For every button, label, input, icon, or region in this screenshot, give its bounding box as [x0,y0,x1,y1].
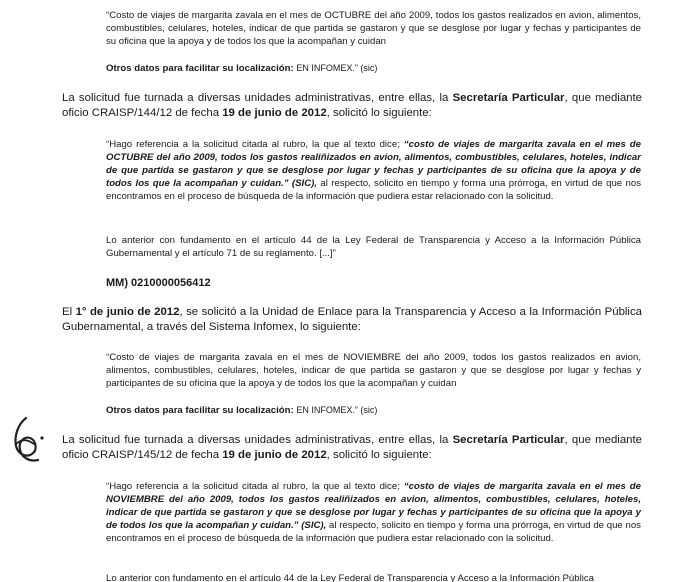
legal-basis-quote-october: Lo anterior con fundamento en el artículo 44 de la Ley Federal de Transparencia y Acceso a la Información Pública Gubernamental y el artículo 71 de su reglamento. [...]” [106,235,641,259]
paragraph-request-november [62,305,642,335]
text-run: La solicitud fue turnada a diversas unidades administrativas, entre ellas, la [62,434,453,446]
text-run: La solicitud fue turnada a diversas unidades administrativas, entre ellas, la [62,92,453,104]
text-run: al respecto, solicito en tiempo y forma una prórroga, en virtud de que nos encontramos en el proceso de búsqueda de la información que pudiera estar relacionado con la solicitud. [106,520,641,544]
request-quote-october: “Costo de viajes de margarita zavala en el mes de OCTUBRE del año 2009, todos los gastos realizados en avion, alimentos, combustibles, celulares, hoteles, indicar de que partida se gastaron y que se desglose por lugar y fechas y participantes de su oficina que la apoya y de todos los que la acompañan y cuidan [106,10,641,47]
bold-run: 19 de junio de 2012 [222,107,327,119]
text-run: al respecto, solicito en tiempo y forma una prórroga, en virtud de que nos encontramos en el proceso de búsqueda de la información que pudiera estar relacionado con la solicitud. [106,178,641,202]
text-run: , que mediante oficio CRAISP/144/12 de fecha [62,92,643,119]
text-run: , solicitó lo siguiente: [326,449,432,461]
additional-data-label: Otros datos para facilitar su localización: [106,63,294,74]
office-response-quote-october [106,138,641,203]
paragraph-turned-october [62,91,642,121]
additional-data-label: Otros datos para facilitar su localización: [106,405,294,416]
text-run: El [62,306,76,318]
request-heading-mm: MM) 0210000056412 [106,277,211,289]
paragraph-turned-november [62,433,642,463]
additional-data-october [106,62,641,75]
text-run: , solicitó lo siguiente: [326,107,432,119]
additional-data-value: EN INFOMEX.” (sic) [296,405,378,415]
bold-run: Secretaría Particular [452,92,565,104]
request-quote-november: “Costo de viajes de margarita zavala en el mes de NOVIEMBRE del año 2009, todos los gastos realizados en avion, alimentos, combustibles, celulares, hoteles, indicar de que partida se gastaron y que se desglose por lugar y fechas y participantes de su oficina que la apoya y de todos los que la acompañan y cuidan [106,352,641,389]
emphasis-run: “costo de viajes de margarita zavala en el mes de NOVIEMBRE del año 2009, todos los gastos realiñizados en avion, alimentos, combustibles, celulares, hoteles, indicar de que partida se gastaron y que se desglose por lugar y fechas y participantes de su oficina que la apoya y de todos los que la acompañan y cuidan.” (SIC), [106,481,642,531]
bold-run: 19 de junio de 2012 [222,449,327,461]
office-response-quote-november [106,480,641,545]
legal-basis-quote-november: Lo anterior con fundamento en el artículo 44 de la Ley Federal de Transparencia y Acceso a la Información Pública [106,573,594,582]
text-run: “Hago referencia a la solicitud citada al rubro, la que al texto dice; [106,481,404,492]
additional-data-value: EN INFOMEX.” (sic) [296,63,378,73]
text-run: , se solicitó a la Unidad de Enlace para la Transparencia y Acceso a la Información Pública Gubernamental, a través del Sistema Infomex, lo siguiente: [62,306,642,333]
text-run: , que mediante oficio CRAISP/145/12 de fecha [62,434,643,461]
bold-run: Secretaría Particular [452,434,565,446]
bold-run: 1° de junio de 2012 [75,306,180,318]
emphasis-run: “costo de viajes de margarita zavala en el mes de OCTUBRE del año 2009, todos los gastos realiñizados en avion, alimentos, combustibles, celulares, hoteles, indicar de que partida se gastaron y que se desglose por lugar y fechas y participantes de su oficina que la apoya y de todos los que la acompañan y cuidan.” (SIC), [106,139,642,189]
handwritten-signature-icon [4,414,50,466]
text-run: “Hago referencia a la solicitud citada al rubro, la que al texto dice; [106,139,404,150]
additional-data-november [106,404,641,417]
